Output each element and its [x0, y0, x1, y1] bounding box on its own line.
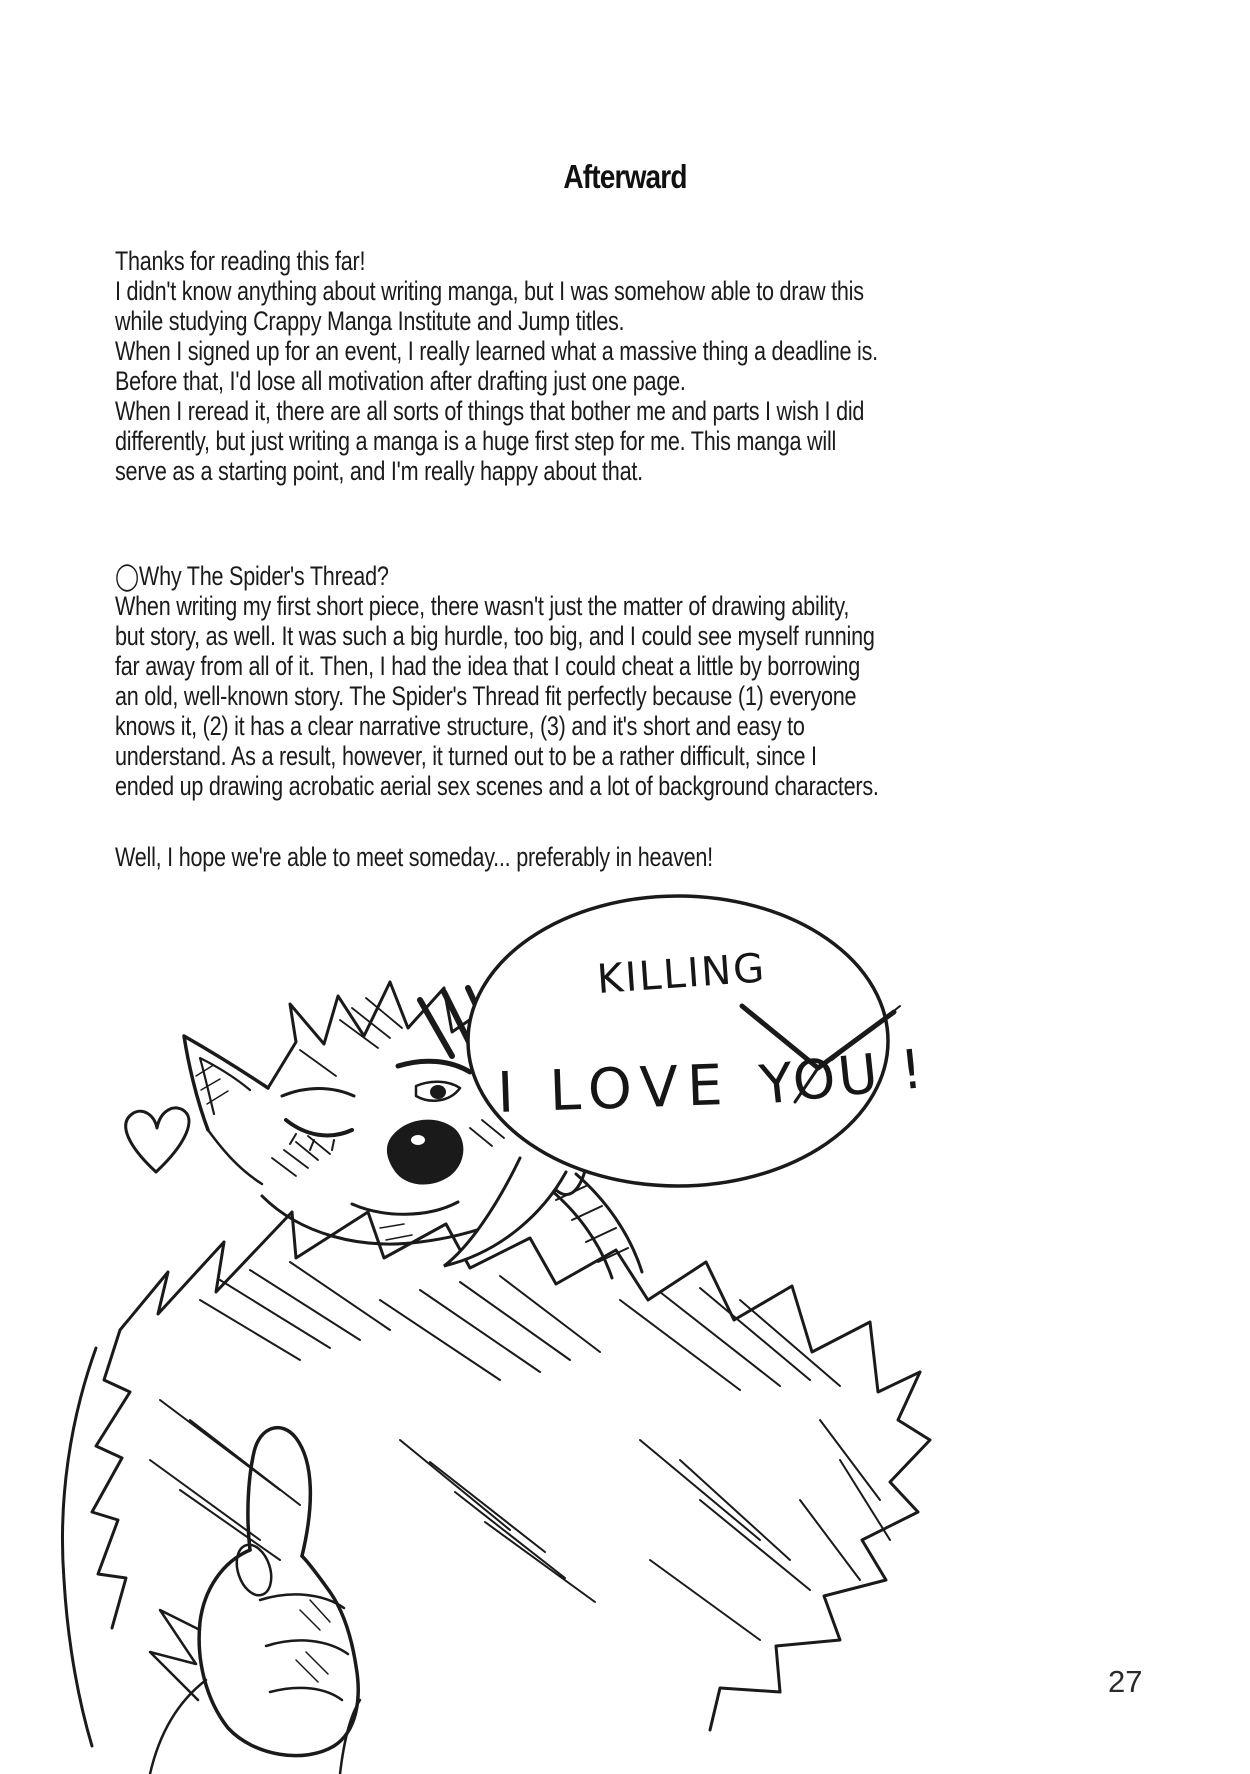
text-line: an old, well-known story. The Spider's Thread fit perfectly because (1) everyone — [115, 681, 857, 711]
bubble-text-left: I LOVE — [496, 1052, 733, 1126]
wolf-chin-hatching — [380, 1224, 412, 1240]
bubble-text-right: YOU ! — [756, 1036, 929, 1117]
page-title: Afterward — [563, 158, 687, 195]
text-line: When I reread it, there are all sorts of things that bother me and parts I wish I did — [115, 396, 865, 426]
text-line: When writing my first short piece, there wasn't just the matter of drawing ability, — [115, 591, 850, 621]
wolf-left-ear — [184, 1036, 268, 1130]
text-line: understand. As a result, however, it turned out to be a rather difficult, since I — [115, 741, 817, 771]
text-line: but story, as well. It was such a big hurdle, too big, and I could see myself running — [115, 621, 875, 651]
text-line: Before that, I'd lose all motivation after drafting just one page. — [115, 366, 686, 396]
wolf-open-eye — [398, 1061, 470, 1100]
text-line: differently, but just writing a manga is a huge first step for me. This manga will — [115, 426, 837, 456]
fist-knuckles — [260, 1594, 348, 1700]
text-line: serve as a starting point, and I'm really happy about that. — [115, 456, 643, 486]
heart-icon — [126, 1108, 189, 1172]
thumb-nail — [231, 1540, 278, 1599]
text-line: knows it, (2) it has a clear narrative structure, (3) and it's short and easy to — [115, 711, 805, 741]
text-line: When I signed up for an event, I really learned what a massive thing a deadline is. — [115, 336, 878, 366]
page-number: 27 — [1108, 1664, 1143, 1699]
wrist-fur — [150, 1610, 200, 1700]
bubble-inserted-word: KILLING — [595, 945, 768, 1003]
text-line: ended up drawing acrobatic aerial sex scenes and a lot of background characters. — [115, 771, 879, 801]
text-line: far away from all of it. Then, I had the idea that I could cheat a little by borrowing — [115, 651, 860, 681]
text-line: Well, I hope we're able to meet someday... preferably in heaven! — [115, 842, 713, 872]
wolf-wink-eye — [282, 1089, 354, 1151]
wolf-nose — [387, 1120, 463, 1185]
wolf-left-cheek — [208, 1130, 262, 1184]
wolf-forehead-hatching — [300, 998, 402, 1076]
text-line: I didn't know anything about writing manga, but I was somehow able to draw this — [115, 276, 864, 306]
wolf-body-outline — [62, 1348, 360, 1774]
fist-outline — [199, 1550, 358, 1756]
speech-bubble-outline — [468, 896, 888, 1186]
thumb-outline — [248, 1428, 310, 1556]
section-heading: ◯Why The Spider's Thread? — [115, 561, 389, 591]
text-line: Thanks for reading this far! — [115, 246, 366, 276]
wolf-mane — [92, 1212, 930, 1730]
wolf-mane-hatching — [150, 1262, 890, 1640]
text-line: while studying Crappy Manga Institute and Jump titles. — [115, 306, 625, 336]
speech-bubble — [444, 896, 928, 1266]
